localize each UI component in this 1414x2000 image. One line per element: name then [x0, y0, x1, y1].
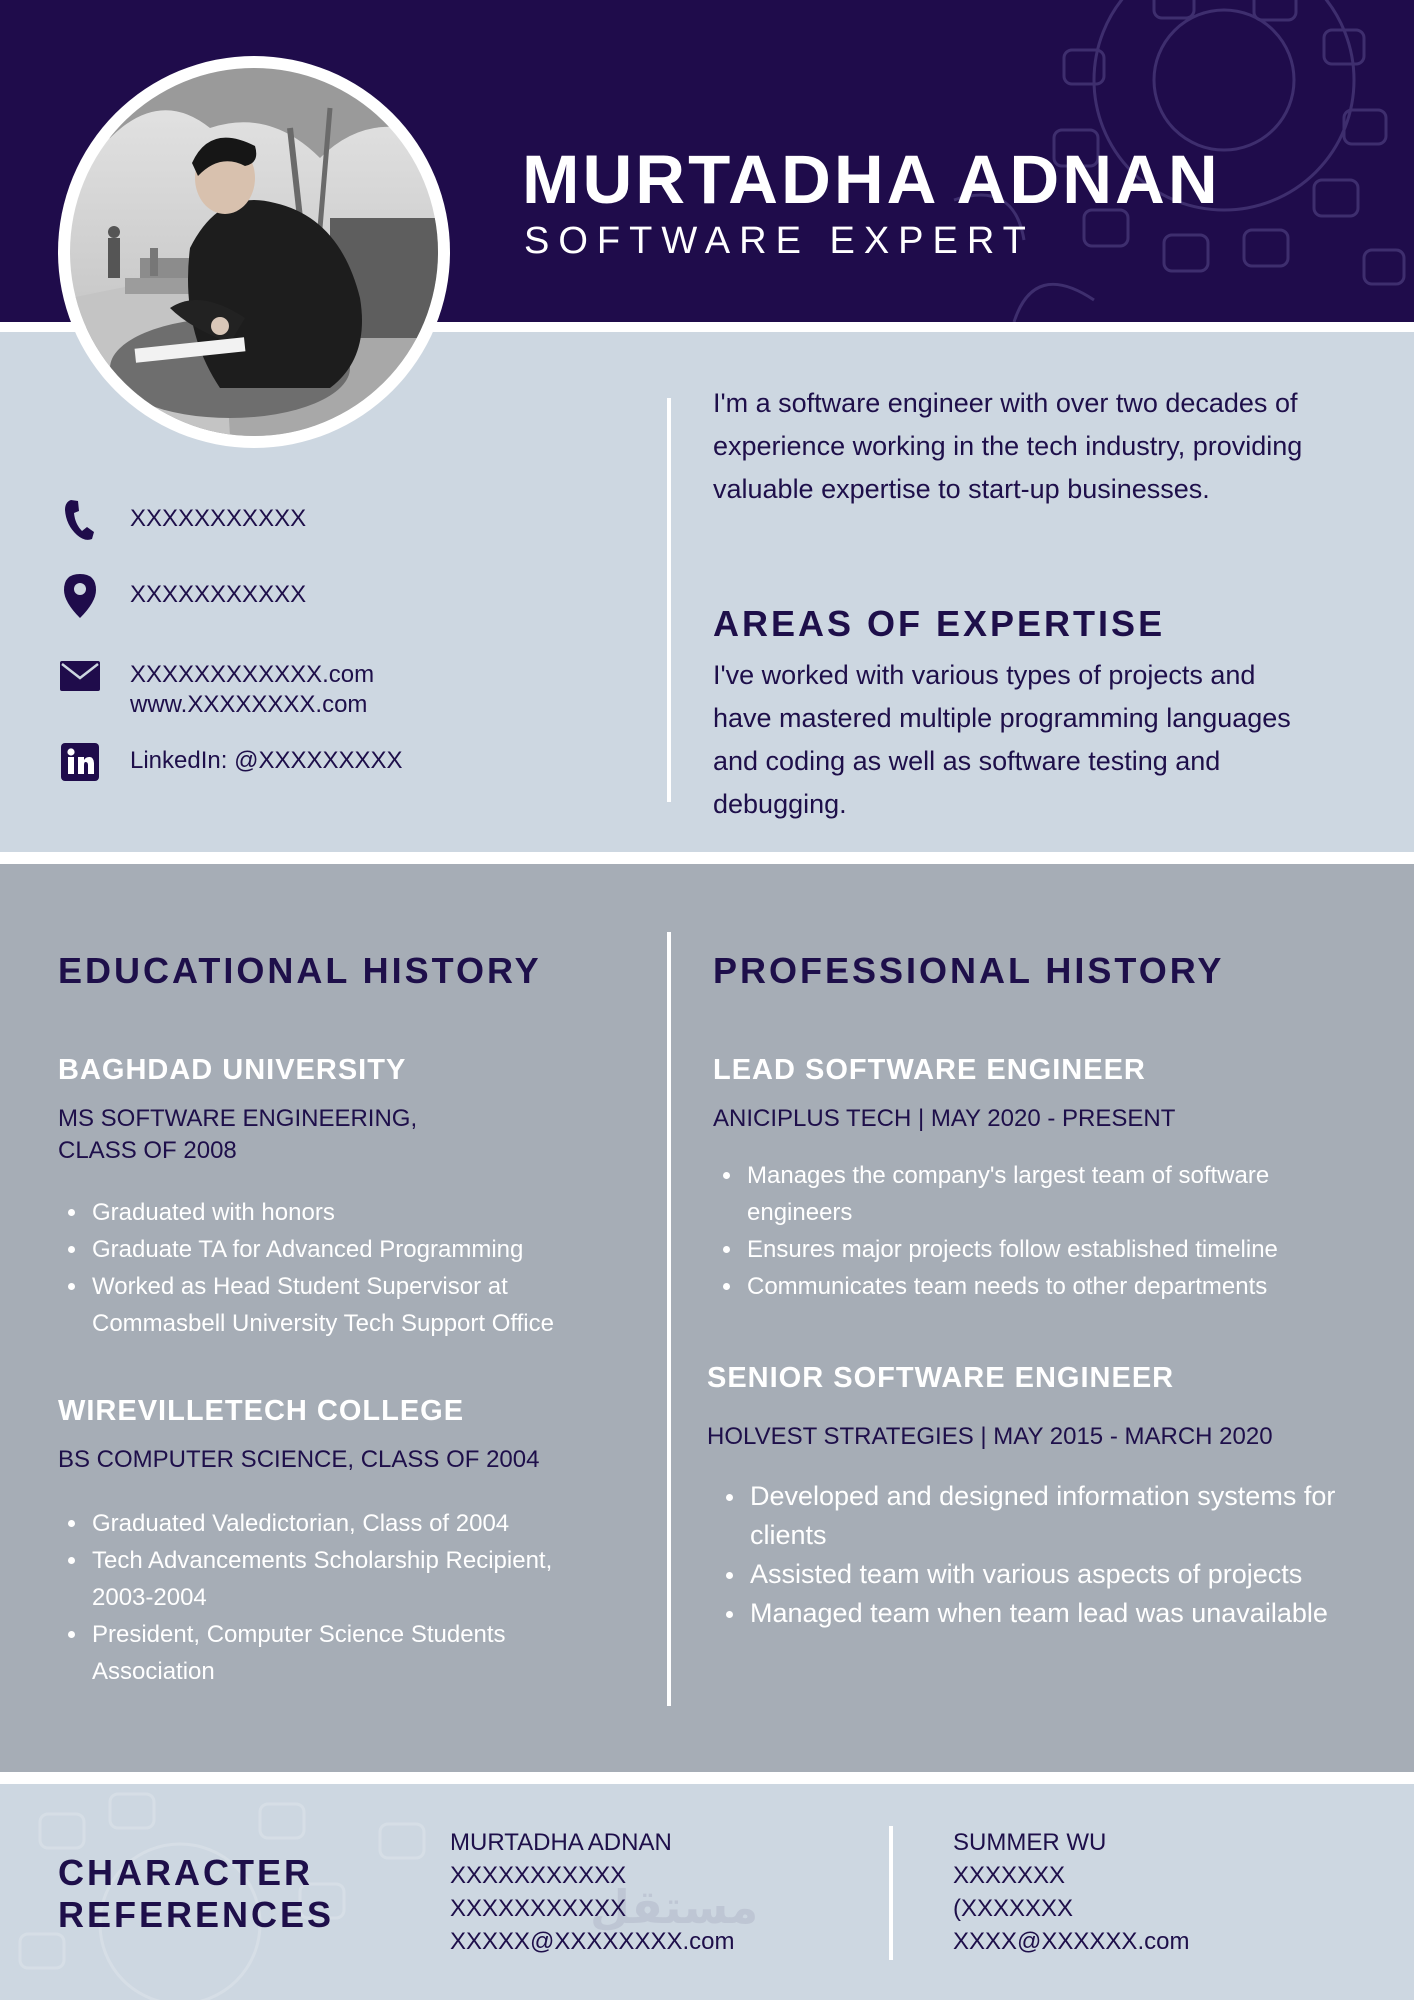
- profile-photo: [58, 56, 450, 448]
- job-bullets: [713, 1157, 1333, 1305]
- list-item: Graduated Valedictorian, Class of 2004: [58, 1505, 618, 1542]
- job-company: HOLVEST STRATEGIES | MAY 2015 - MARCH 2020: [707, 1423, 1273, 1450]
- linkedin-text: LinkedIn: @XXXXXXXXX: [130, 747, 403, 774]
- contact-phone: [58, 496, 307, 544]
- reference-card: [953, 1826, 1189, 1958]
- list-item: Assisted team with various aspects of projects: [716, 1555, 1336, 1594]
- divider-vertical-bottom: [889, 1826, 893, 1960]
- list-item: Graduated with honors: [58, 1194, 618, 1231]
- contact-linkedin: [58, 738, 403, 786]
- list-item: Worked as Head Student Supervisor at Commasbell University Tech Support Office: [58, 1268, 618, 1342]
- phone-text: XXXXXXXXXXX: [130, 505, 307, 532]
- job-role: SENIOR SOFTWARE ENGINEER: [707, 1362, 1175, 1394]
- contact-email: [58, 652, 375, 718]
- list-item: Managed team when team lead was unavailable: [716, 1594, 1336, 1633]
- list-item: Ensures major projects follow established timeline: [713, 1231, 1333, 1268]
- references-heading-line: REFERENCES: [58, 1894, 335, 1935]
- list-item: President, Computer Science Students Association: [58, 1616, 618, 1690]
- reference-line: (XXXXXXX: [953, 1895, 1074, 1922]
- envelope-icon: [58, 652, 102, 700]
- location-pin-icon: [58, 572, 102, 620]
- list-item: Communicates team needs to other departments: [713, 1268, 1333, 1305]
- divider-vertical-middle: [667, 932, 671, 1706]
- contact-location: [58, 572, 307, 620]
- education-degree: [58, 1103, 417, 1167]
- education-bullets: [58, 1505, 618, 1690]
- education-heading: EDUCATIONAL HISTORY: [58, 950, 542, 991]
- job-company: ANICIPLUS TECH | MAY 2020 - PRESENT: [713, 1105, 1176, 1132]
- location-text: XXXXXXXXXXX: [130, 581, 307, 608]
- education-degree: BS COMPUTER SCIENCE, CLASS OF 2004: [58, 1446, 540, 1473]
- reference-line: XXXX@XXXXXX.com: [953, 1928, 1190, 1955]
- job-bullets: [716, 1477, 1336, 1633]
- references-heading-line: CHARACTER: [58, 1852, 313, 1893]
- resume-name: MURTADHA ADNAN: [522, 141, 1221, 218]
- list-item: Manages the company's largest team of software engineers: [713, 1157, 1333, 1231]
- expertise-heading: AREAS OF EXPERTISE: [713, 603, 1166, 644]
- education-school: WIREVILLETECH COLLEGE: [58, 1395, 465, 1427]
- job-role: LEAD SOFTWARE ENGINEER: [713, 1054, 1146, 1086]
- person-photo-illustration: [70, 68, 438, 436]
- email-text: [130, 660, 374, 720]
- reference-line: XXXXXXXXXXX: [450, 1862, 627, 1889]
- linkedin-icon: [58, 738, 102, 786]
- education-school: BAGHDAD UNIVERSITY: [58, 1054, 407, 1086]
- reference-line: XXXXXXXXXXX: [450, 1895, 627, 1922]
- website-address: www.XXXXXXXX.com: [130, 691, 368, 718]
- reference-name: SUMMER WU: [953, 1829, 1107, 1856]
- education-degree-line: MS SOFTWARE ENGINEERING,: [58, 1105, 418, 1132]
- expertise-paragraph: I've worked with various types of projects and have mastered multiple programming languages and coding as well as software testing and debugging.: [713, 660, 1291, 819]
- phone-icon: [58, 496, 102, 544]
- watermark-logo: مستقل: [590, 1881, 759, 1933]
- bio-paragraph: I'm a software engineer with over two decades of experience working in the tech industry, providing valuable expertise to start-up businesses.: [713, 388, 1303, 504]
- professional-heading: PROFESSIONAL HISTORY: [713, 950, 1225, 991]
- resume-title: SOFTWARE EXPERT: [524, 220, 1035, 262]
- list-item: Tech Advancements Scholarship Recipient, 2003-2004: [58, 1542, 618, 1616]
- email-address: XXXXXXXXXXXX.com: [130, 661, 375, 688]
- education-bullets: [58, 1194, 618, 1342]
- list-item: Graduate TA for Advanced Programming: [58, 1231, 618, 1268]
- list-item: Developed and designed information systems for clients: [716, 1477, 1336, 1555]
- reference-card: [450, 1826, 734, 1958]
- education-degree-line: CLASS OF 2008: [58, 1137, 237, 1164]
- reference-line: XXXXX@XXXXXXXX.com: [450, 1928, 735, 1955]
- reference-line: XXXXXXX: [953, 1862, 1066, 1889]
- reference-name: MURTADHA ADNAN: [450, 1829, 672, 1856]
- references-heading: [58, 1852, 334, 1936]
- divider-vertical-top: [667, 398, 671, 802]
